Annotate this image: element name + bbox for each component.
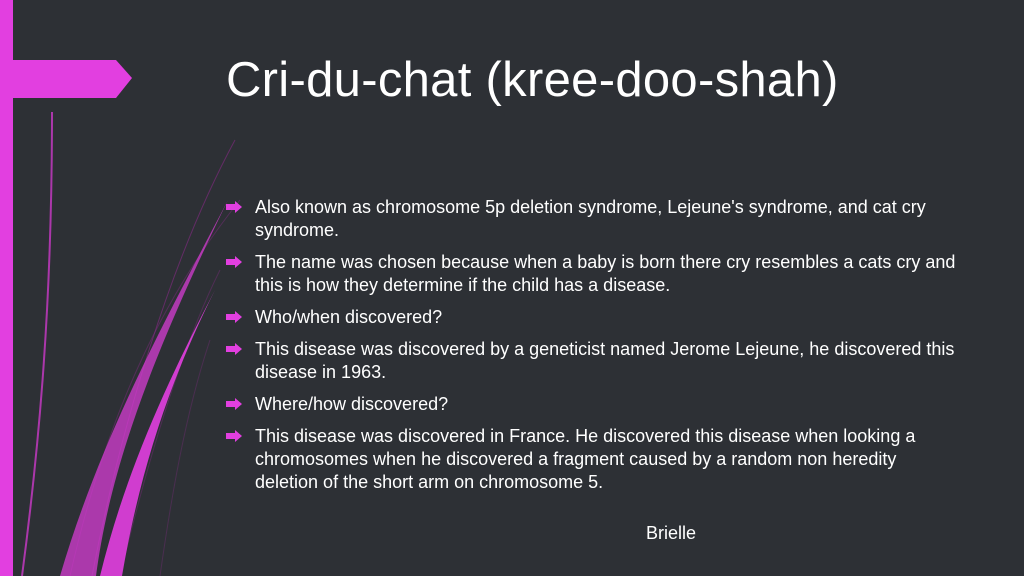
arrow-right-icon xyxy=(226,398,242,410)
bullet-text: Also known as chromosome 5p deletion syndrome, Lejeune's syndrome, and cat cry syndrome. xyxy=(255,197,926,240)
page-title: Cri-du-chat (kree-doo-shah) xyxy=(226,53,839,107)
bullet-item xyxy=(226,393,956,416)
author-name: Brielle xyxy=(646,523,697,543)
bullet-text: Who/when discovered? xyxy=(255,307,443,327)
bullet-item xyxy=(226,251,956,297)
arrow-right-icon xyxy=(226,311,242,323)
bullet-item xyxy=(226,196,956,242)
bullet-list xyxy=(226,196,956,503)
bullet-text: This disease was discovered in France. He discovered this disease when looking a chromosomes when he discovered a fragment caused by a random non heredity deletion of the short arm on chromosome 5. xyxy=(255,426,916,492)
arrow-right-icon xyxy=(226,201,242,213)
bullet-text: This disease was discovered by a geneticist named Jerome Lejeune, he discovered this disease in 1963. xyxy=(255,339,955,382)
arrow-right-icon xyxy=(226,430,242,442)
bullet-text: Where/how discovered? xyxy=(255,394,449,414)
bullet-text: The name was chosen because when a baby is born there cry resembles a cats cry and this is how they determine if the child has a disease. xyxy=(255,252,956,295)
bullet-item xyxy=(226,306,956,329)
bullet-item xyxy=(226,425,956,494)
arrow-right-icon xyxy=(226,343,242,355)
bullet-item xyxy=(226,338,956,384)
arrow-right-icon xyxy=(226,256,242,268)
